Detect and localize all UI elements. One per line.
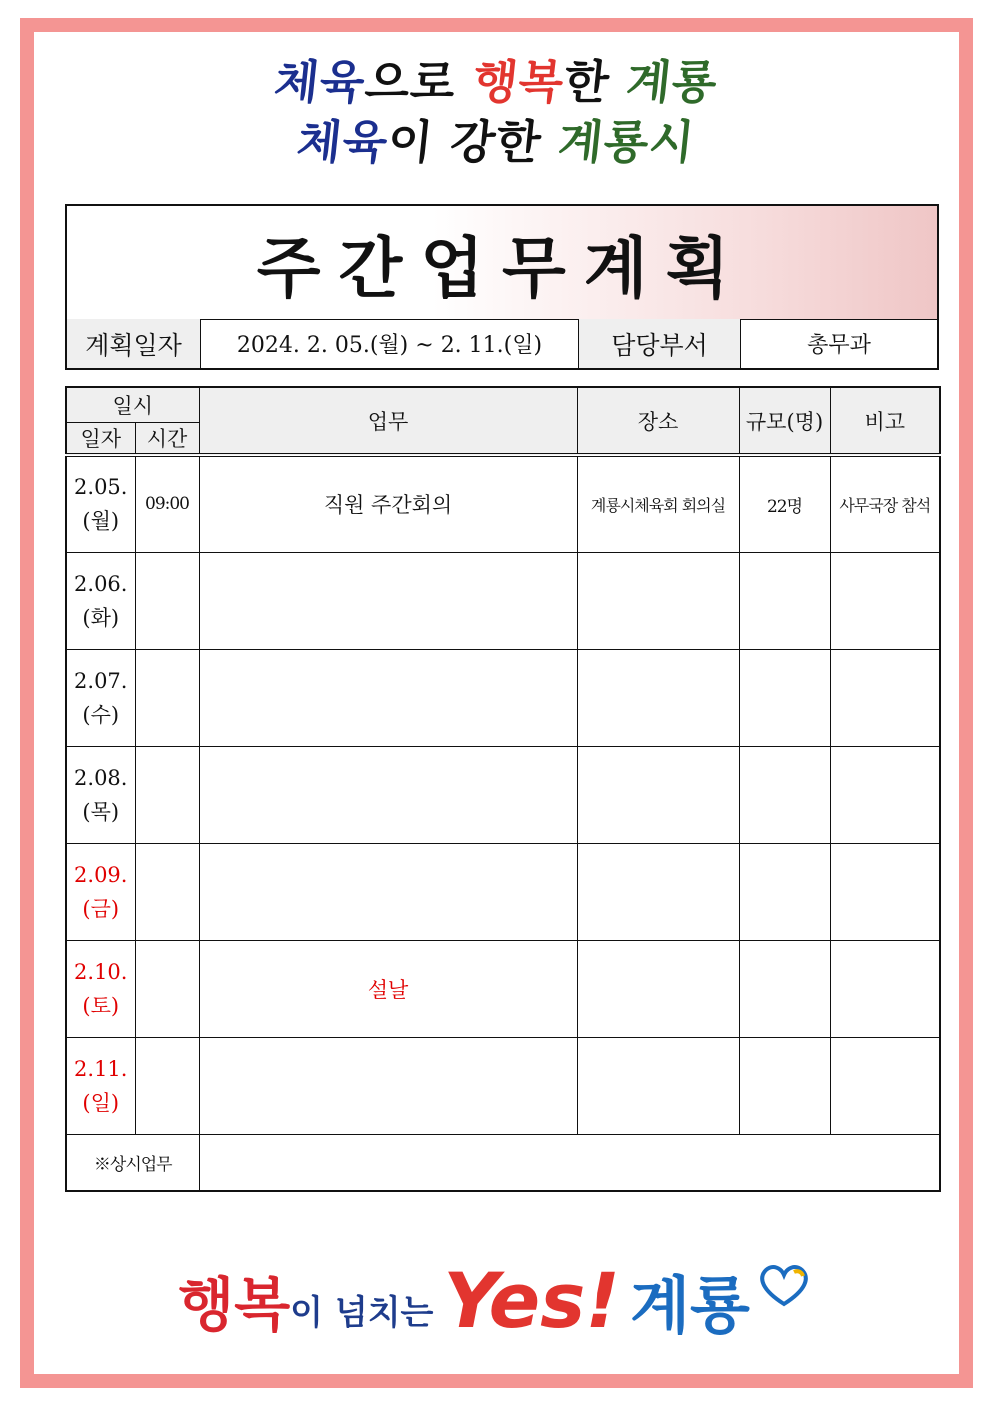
regular-task-value xyxy=(199,1134,940,1191)
header-task: 업무 xyxy=(199,387,577,455)
date-cell xyxy=(66,455,135,552)
note-cell xyxy=(830,1037,940,1134)
date-cell xyxy=(66,746,135,843)
place-cell xyxy=(577,649,739,746)
note-cell xyxy=(830,940,940,1037)
slogan-top-line1-segment: 체육 xyxy=(271,55,369,109)
table-row xyxy=(66,649,940,746)
slogan-top-line1 xyxy=(0,52,992,112)
slogan-bottom-part2: 이 넘치는 xyxy=(290,1292,434,1333)
place-cell xyxy=(577,746,739,843)
date-cell xyxy=(66,1037,135,1134)
slogan-bottom-part3: Yes! xyxy=(443,1255,621,1345)
scale-cell: 22명 xyxy=(739,455,830,552)
date-text: 2.08. xyxy=(74,765,128,790)
document-title: 주간업무계획 xyxy=(256,230,748,307)
day-text: (수) xyxy=(82,702,120,727)
task-cell: 설날 xyxy=(199,940,577,1037)
slogan-top-line1-segment: 행복 xyxy=(470,55,567,109)
slogan-bottom-part1: 행복 xyxy=(178,1271,291,1339)
place-cell xyxy=(577,843,739,940)
scale-cell xyxy=(739,843,830,940)
header-time: 시간 xyxy=(135,422,199,455)
time-cell xyxy=(135,552,199,649)
table-row xyxy=(66,552,940,649)
time-cell xyxy=(135,940,199,1037)
period-value: 2024. 2. 05.(월) ~ 2. 11.(일) xyxy=(201,319,579,368)
slogan-bottom xyxy=(0,1245,992,1355)
info-row xyxy=(67,319,937,368)
task-cell xyxy=(199,649,577,746)
day-text: (월) xyxy=(82,509,120,534)
table-row xyxy=(66,746,940,843)
task-cell xyxy=(199,1037,577,1134)
heart-icon xyxy=(754,1260,814,1310)
dept-label: 담당부서 xyxy=(579,319,741,368)
header-scale: 규모(명) xyxy=(739,387,830,455)
scale-cell xyxy=(739,1037,830,1134)
table-row xyxy=(66,843,940,940)
date-text: 2.07. xyxy=(74,668,128,693)
date-cell xyxy=(66,940,135,1037)
task-cell xyxy=(199,843,577,940)
date-text: 2.09. xyxy=(74,862,128,887)
slogan-top-line2 xyxy=(0,112,992,172)
schedule-table xyxy=(65,386,941,1192)
time-cell: 09:00 xyxy=(135,455,199,552)
place-cell xyxy=(577,552,739,649)
slogan-top-line1-segment: 계룡 xyxy=(623,55,721,109)
task-cell xyxy=(199,552,577,649)
place-cell xyxy=(577,1037,739,1134)
date-text: 2.11. xyxy=(74,1056,128,1081)
place-cell: 계룡시체육회 회의실 xyxy=(577,455,739,552)
time-cell xyxy=(135,746,199,843)
place-cell xyxy=(577,940,739,1037)
header-date: 일자 xyxy=(66,422,135,455)
day-text: (화) xyxy=(82,605,120,630)
date-text: 2.06. xyxy=(74,571,128,596)
schedule-rows xyxy=(66,455,940,1134)
task-cell: 직원 주간회의 xyxy=(199,455,577,552)
time-cell xyxy=(135,1037,199,1134)
slogan-top-line1-segment: 한 xyxy=(561,55,630,109)
slogan-top-line2-segment: 이 강한 xyxy=(385,115,562,169)
date-text: 2.05. xyxy=(74,475,128,500)
table-row xyxy=(66,1037,940,1134)
note-cell xyxy=(830,746,940,843)
note-cell xyxy=(830,843,940,940)
scale-cell xyxy=(739,649,830,746)
header-datetime: 일시 xyxy=(66,387,199,422)
note-cell xyxy=(830,649,940,746)
date-cell xyxy=(66,552,135,649)
slogan-top-line1-segment: 으로 xyxy=(362,55,477,109)
table-row xyxy=(66,940,940,1037)
scale-cell xyxy=(739,746,830,843)
regular-task-label: ※상시업무 xyxy=(66,1134,199,1191)
title-band xyxy=(67,206,937,320)
date-text: 2.10. xyxy=(74,959,128,984)
header-place: 장소 xyxy=(577,387,739,455)
slogan-top-line2-segment: 체육 xyxy=(294,115,391,169)
table-row xyxy=(66,455,940,552)
day-text: (목) xyxy=(82,799,120,824)
scale-cell xyxy=(739,940,830,1037)
slogan-top-line2-segment: 계룡시 xyxy=(555,115,698,169)
slogan-bottom-part4: 계룡 xyxy=(630,1268,750,1342)
date-cell xyxy=(66,649,135,746)
note-cell xyxy=(830,552,940,649)
header-note: 비고 xyxy=(830,387,940,455)
day-text: (토) xyxy=(82,993,120,1018)
day-text: (금) xyxy=(82,896,120,921)
task-cell xyxy=(199,746,577,843)
scale-cell xyxy=(739,552,830,649)
title-box xyxy=(65,204,939,370)
date-cell xyxy=(66,843,135,940)
note-cell: 사무국장 참석 xyxy=(830,455,940,552)
time-cell xyxy=(135,649,199,746)
time-cell xyxy=(135,843,199,940)
dept-value: 총무과 xyxy=(807,333,871,358)
period-label: 계획일자 xyxy=(67,319,201,368)
day-text: (일) xyxy=(82,1090,120,1115)
